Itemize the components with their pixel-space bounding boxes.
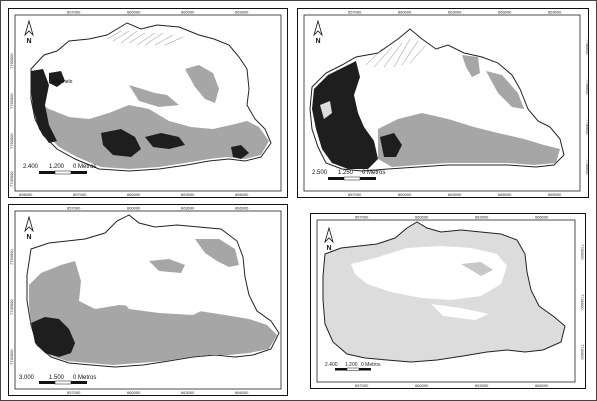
scale-label-left: 2.400	[23, 164, 39, 170]
map-panel-bottom-left	[8, 204, 288, 396]
tick-right: 7755000	[585, 79, 590, 95]
north-arrow	[325, 228, 333, 252]
tick-bottom: 657000	[348, 192, 362, 197]
tick-bottom: 666000	[535, 383, 549, 388]
tick-top: 660000	[398, 9, 412, 15]
scale-bar	[312, 170, 385, 180]
tick-bottom: 663000	[181, 192, 195, 197]
tick-bottom: 660000	[415, 383, 429, 388]
north-label: N	[315, 38, 321, 45]
tick-top: 657000	[67, 205, 81, 211]
tick-left: 7750000	[9, 249, 14, 265]
scale-label-left: 3.000	[19, 375, 35, 381]
tick-left: 7745000	[9, 171, 14, 187]
north-arrow	[25, 217, 33, 241]
tick-top: 657000	[348, 9, 362, 15]
scale-label-right: 0 Metros	[361, 362, 381, 368]
tick-bottom: 669000	[548, 192, 562, 197]
tick-top: 669000	[548, 9, 562, 15]
scale-bar	[19, 375, 96, 384]
tick-bottom: 663000	[181, 390, 195, 395]
tick-top: 607000	[67, 9, 81, 15]
map-svg-top-right	[298, 9, 588, 197]
tick-right: 7745000	[580, 294, 585, 310]
scale-label-mid: 1.200	[49, 164, 65, 170]
tick-right: 7745000	[585, 159, 590, 175]
tick-top: 666000	[498, 9, 512, 15]
tick-right: 7740000	[580, 344, 585, 360]
tick-top: 666000	[235, 205, 249, 211]
tick-right: 7750000	[580, 244, 585, 260]
scale-label-right: 0 Metros	[73, 375, 97, 381]
north-arrow	[25, 21, 33, 45]
tick-bottom: 660000	[398, 192, 412, 197]
tick-top: 660000	[127, 205, 141, 211]
north-label: N	[26, 38, 32, 45]
tick-top: 657000	[355, 214, 369, 220]
tick-top: 660000	[415, 214, 429, 220]
tick-bottom: 663000	[475, 383, 489, 388]
map-svg-bottom-right	[311, 214, 585, 388]
map-panel-top-right	[297, 8, 589, 198]
tick-bottom: 660000	[127, 192, 141, 197]
tick-left: 7755000	[9, 93, 14, 109]
tick-top: 660000	[181, 9, 195, 15]
tick-left: 7740000	[9, 349, 14, 365]
tick-left: 7760000	[9, 53, 14, 69]
tick-bottom: 656000	[19, 192, 33, 197]
tick-right: 7750000	[585, 119, 590, 135]
scale-bar	[23, 164, 96, 174]
map-svg-top-left	[9, 9, 287, 197]
scale-label-left: 2.400	[325, 362, 338, 368]
tick-top: 663000	[475, 214, 489, 220]
scale-label-right: 0 Metros	[73, 164, 97, 170]
tick-top: 663000	[448, 9, 462, 15]
tick-bottom: 660000	[127, 390, 141, 395]
tick-bottom: 657000	[67, 390, 81, 395]
north-arrow	[314, 21, 322, 45]
tick-top: 663000	[181, 205, 195, 211]
scale-label-right: 0 Metros	[362, 170, 386, 176]
tick-left: 7750000	[9, 133, 14, 149]
scale-label-mid: 1.200	[345, 362, 358, 368]
scale-label-mid: 1.250	[338, 170, 354, 176]
tick-bottom: 666000	[498, 192, 512, 197]
map-panel-bottom-right	[310, 213, 586, 389]
scale-label-mid: 1.500	[49, 375, 65, 381]
tick-bottom: 657000	[73, 192, 87, 197]
tick-bottom: 666000	[235, 390, 249, 395]
scale-label-left: 2.500	[312, 170, 328, 176]
north-label: N	[26, 234, 32, 241]
tick-bottom: 657000	[355, 383, 369, 388]
tick-bottom: 666000	[235, 192, 249, 197]
tick-right: 7760000	[585, 39, 590, 55]
tick-top: 660000	[127, 9, 141, 15]
tick-top: 669000	[235, 9, 249, 15]
scale-bar	[325, 362, 381, 371]
tick-left: 7745000	[9, 299, 14, 315]
place-label: Marmelo	[53, 79, 73, 85]
map-svg-bottom-left	[9, 205, 287, 395]
tick-top: 666000	[535, 214, 549, 220]
tick-bottom: 663000	[448, 192, 462, 197]
map-panel-top-left	[8, 8, 288, 198]
north-label: N	[326, 245, 332, 252]
